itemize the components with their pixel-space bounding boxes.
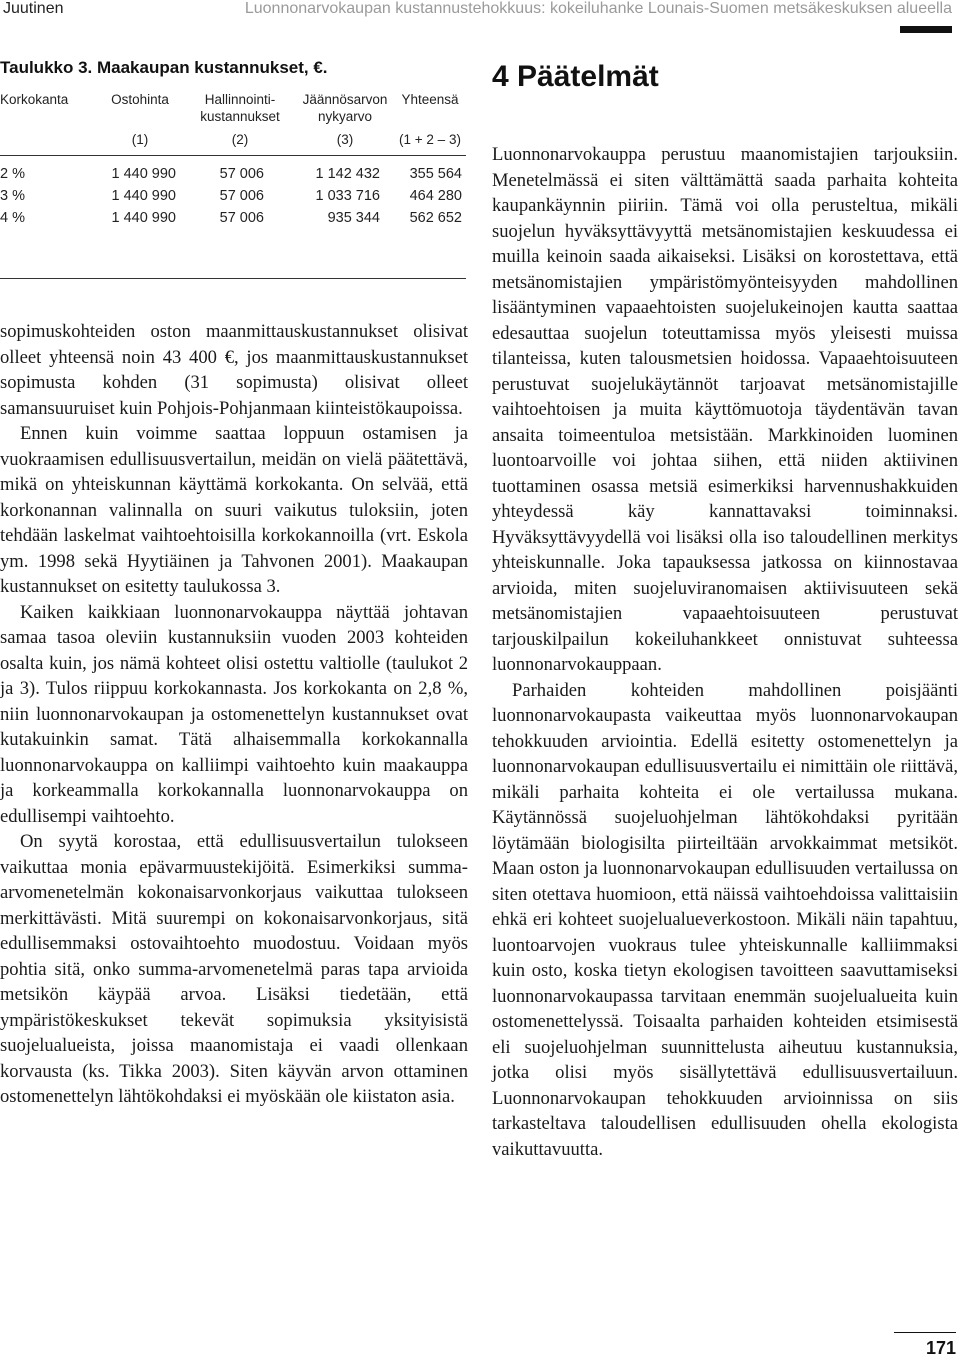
paragraph: Luonnonarvokauppa perustuu maanomistajien tarjouksiin. Menetelmässä ei siten välttämättä saada parhaita kohteita kaupankäynnin piiriin. Tämä voi olla perusteltua, mikäli suojelun hyväksyttävyyttä metsänomistajien keskuudessa ei muilla keinoin saada aikaiseksi. Lisäksi on korostettava, että metsänomistajien ympäristömyönteisyyden mahdollinen lisääntyminen vapaaehtoisten suojelukeinojen kautta saattaa edesauttaa suojelun toteuttamissa myös yleisesti muissa tilanteissa, kuten talousmetsien hoidossa. Vapaaehtoisuuteen perustuvat suojelukäytännöt tarjoavat metsänomistajille vaihtoehtoisen ja muita käyttömuotoja täydentävän tavan ansaita toimeentuloa metsistään. Markkinoiden luominen luontoarvoille voi johtaa siihen, että niiden aktiivinen tuottaminen osassa metsiä esimerkiksi harvennushakkuiden yhteydessä käy kannattavaksi toiminnaksi. Hyväksyttävyydellä voi lisäksi olla iso taloudellinen merkitys yhteiskunnalle. Joka tapauksessa jatkossa on kiinnostavaa arvioida, miten suojeluviranomaisen aktiivisuuteen sekä metsänomistajien vapaaehtoisuuteen perustuvat tarjouskilpailun kokeiluhankkeet onnistuvat suhteessa luonnonarvokauppaan. bbox=[492, 144, 958, 675]
page-number-rule bbox=[894, 1332, 956, 1333]
table-cell: 1 142 432 bbox=[315, 166, 380, 182]
column-number: (3) bbox=[336, 132, 354, 147]
column-number: (2) bbox=[231, 132, 249, 147]
column-header-interest-rate: Korkokanta bbox=[0, 92, 69, 107]
table-cell: 3 % bbox=[0, 188, 25, 204]
paragraph: On syytä korostaa, että edullisuusvertailun tulokseen vaikuttaa monia epävarmuustekijöitä. Esimerkiksi summa-arvomenetelmän kokonaisarvonkorjaus vaikuttaa tulokseen merkittävästi. Mitä suurempi on kokonaisarvonkorjaus, sitä edullisemmaksi ostovaihtoehto muodostuu. Voidaan myös pohtia sitä, onko summa-arvomenetelmä paras tapa arvioida metsikön käypää arvoa. Lisäksi tiedetään, että ympäristökeskukset tekevät sopimuksia yksityisistä suojelualueista, joissa maanomistaja ei vaadi ollenkaan korvausta (ks. Tikka 2003). Siten käyvän arvon ottaminen ostomenettelyn lähtökohdaksi ei myöskään ole kiistaton asia. bbox=[0, 831, 468, 1107]
table-cell: 464 280 bbox=[409, 188, 462, 204]
paragraph: Ennen kuin voimme saattaa loppuun ostamisen ja vuokraamisen edullisuusvertailun, meidän on vielä päätettävä, mikä on yhteiskunnan käyttämä korkokanta. On selvää, että korkonannan valinnalla on suuri vaikutus tuloksiin, joten tehdään laskelmat vaihtoehtoisilla korkokannoilla (vrt. Eskola ym. 1998 sekä Hyytiäinen ja Tahvonen 2001). Maakaupan kustannukset on esitetty taulukossa 3. bbox=[0, 423, 468, 597]
column-header-purchase-price: Ostohinta bbox=[111, 92, 169, 107]
page-number: 171 bbox=[925, 1338, 956, 1358]
table-rule-bottom bbox=[0, 278, 466, 279]
running-header-author: Juutinen bbox=[3, 0, 64, 17]
paragraph: sopimuskohteiden oston maanmittauskustannukset olisivat olleet yhteensä noin 43 400 €, jos maanmittauskustannukset sopimusta kohden (31 sopimusta) olisivat olleet samansuuruiset kuin Pohjois-Pohjanmaan kiinteistökaupoissa. bbox=[0, 321, 468, 419]
left-column bbox=[0, 58, 468, 1110]
table-cell: 57 006 bbox=[219, 188, 264, 204]
header-marker-bar bbox=[900, 26, 952, 33]
right-column bbox=[492, 58, 958, 1162]
section-heading: 4 Päätelmät bbox=[492, 60, 659, 93]
column-header-residual-value: Jäännösarvon nykyarvo bbox=[302, 92, 388, 124]
table-cell: 2 % bbox=[0, 166, 25, 182]
column-header-total: Yhteensä bbox=[401, 92, 459, 107]
paragraph: Kaiken kaikkiaan luonnonarvokauppa näyttää johtavan samaa tasoa oleviin kustannuksiin vuoden 2003 kohteiden osalta kuin, jos nämä kohteet olisi ostettu valtiolle (taulukot 2 ja 3). Tulos riippuu korkokannasta. Jos korkokanta on 2,8 %, niin luonnonarvokaupan ja ostomenettelyn kustannukset ovat kutakuinkin samat. Tätä alhaisemmalla korkokannalla luonnonarvokauppa on kalliimpi vaihtoehto kuin maakauppa ja korkeammalla korkokannalla luonnonarvokauppa on edullisempi vaihtoehto. bbox=[0, 601, 468, 827]
table-cell: 1 440 990 bbox=[111, 166, 176, 182]
table-rule-top bbox=[0, 155, 466, 156]
table-cell: 1 440 990 bbox=[111, 188, 176, 204]
left-body-text bbox=[0, 319, 468, 1110]
column-number: (1) bbox=[131, 132, 149, 147]
table-cell: 935 344 bbox=[327, 210, 380, 226]
table-cell: 355 564 bbox=[409, 166, 462, 182]
table-cell: 4 % bbox=[0, 210, 25, 226]
table-caption: Taulukko 3. Maakaupan kustannukset, €. bbox=[0, 58, 328, 77]
cost-table bbox=[0, 91, 468, 279]
right-body-text bbox=[492, 142, 958, 1162]
table-cell: 562 652 bbox=[409, 210, 462, 226]
table-cell: 57 006 bbox=[219, 166, 264, 182]
table-cell: 1 033 716 bbox=[315, 188, 380, 204]
paragraph: Parhaiden kohteiden mahdollinen poisjäänti luonnonarvokaupasta vaikeuttaa myös luonnonarvokaupan tehokkuuden arviointia. Edellä esitetty ostomenettelyn ja luonnonarvokaupan edullisuusvertailu ei nimittäin ole riittävä, mikäli parhaita kohteita ei ole vertailussa mukana. Käytännössä suojeluohjelman lähtökohdaksi pyritään löytämään biologisilta piirteiltään arvokkaimmat metsiköt. Maan oston ja luonnonarvokaupan edullisuuden vertailussa on siten otettava huomioon, että näissä vaihtoehdoissa valittaisiin ehkä eri kohteet suojelualueverkostoon. Mikäli näin tapahtuu, luontoarvojen vuokraus tulee yhteiskunnalle kalliimmaksi kuin osto, koska tietyn ekologisen tavoitteen saavuttamiseksi luonnonarvokaupassa tarvitaan enemmän suojelualueita kuin ostomenettelyssä. Toisaalta parhaiden kohteiden etsimisestä eli suojeluohjelman suunnittelusta aiheutuu kustannuksia, jotka olisi myös sisällytettävä edullisuusvertailuun. Luonnonarvokaupan tehokkuuden arvioinnissa on siis tarkasteltava taloudellisen edullisuuden ohella ekologista vaikuttavuutta. bbox=[492, 679, 958, 1160]
table-cell: 57 006 bbox=[219, 210, 264, 226]
table-cell: 1 440 990 bbox=[111, 210, 176, 226]
column-header-admin-costs: Hallinnointi-kustannukset bbox=[200, 92, 280, 124]
column-number: (1 + 2 – 3) bbox=[399, 132, 461, 147]
running-header-title: Luonnonarvokaupan kustannustehokkuus: kokeiluhanke Lounais-Suomen metsäkeskuksen alueella bbox=[244, 0, 952, 17]
